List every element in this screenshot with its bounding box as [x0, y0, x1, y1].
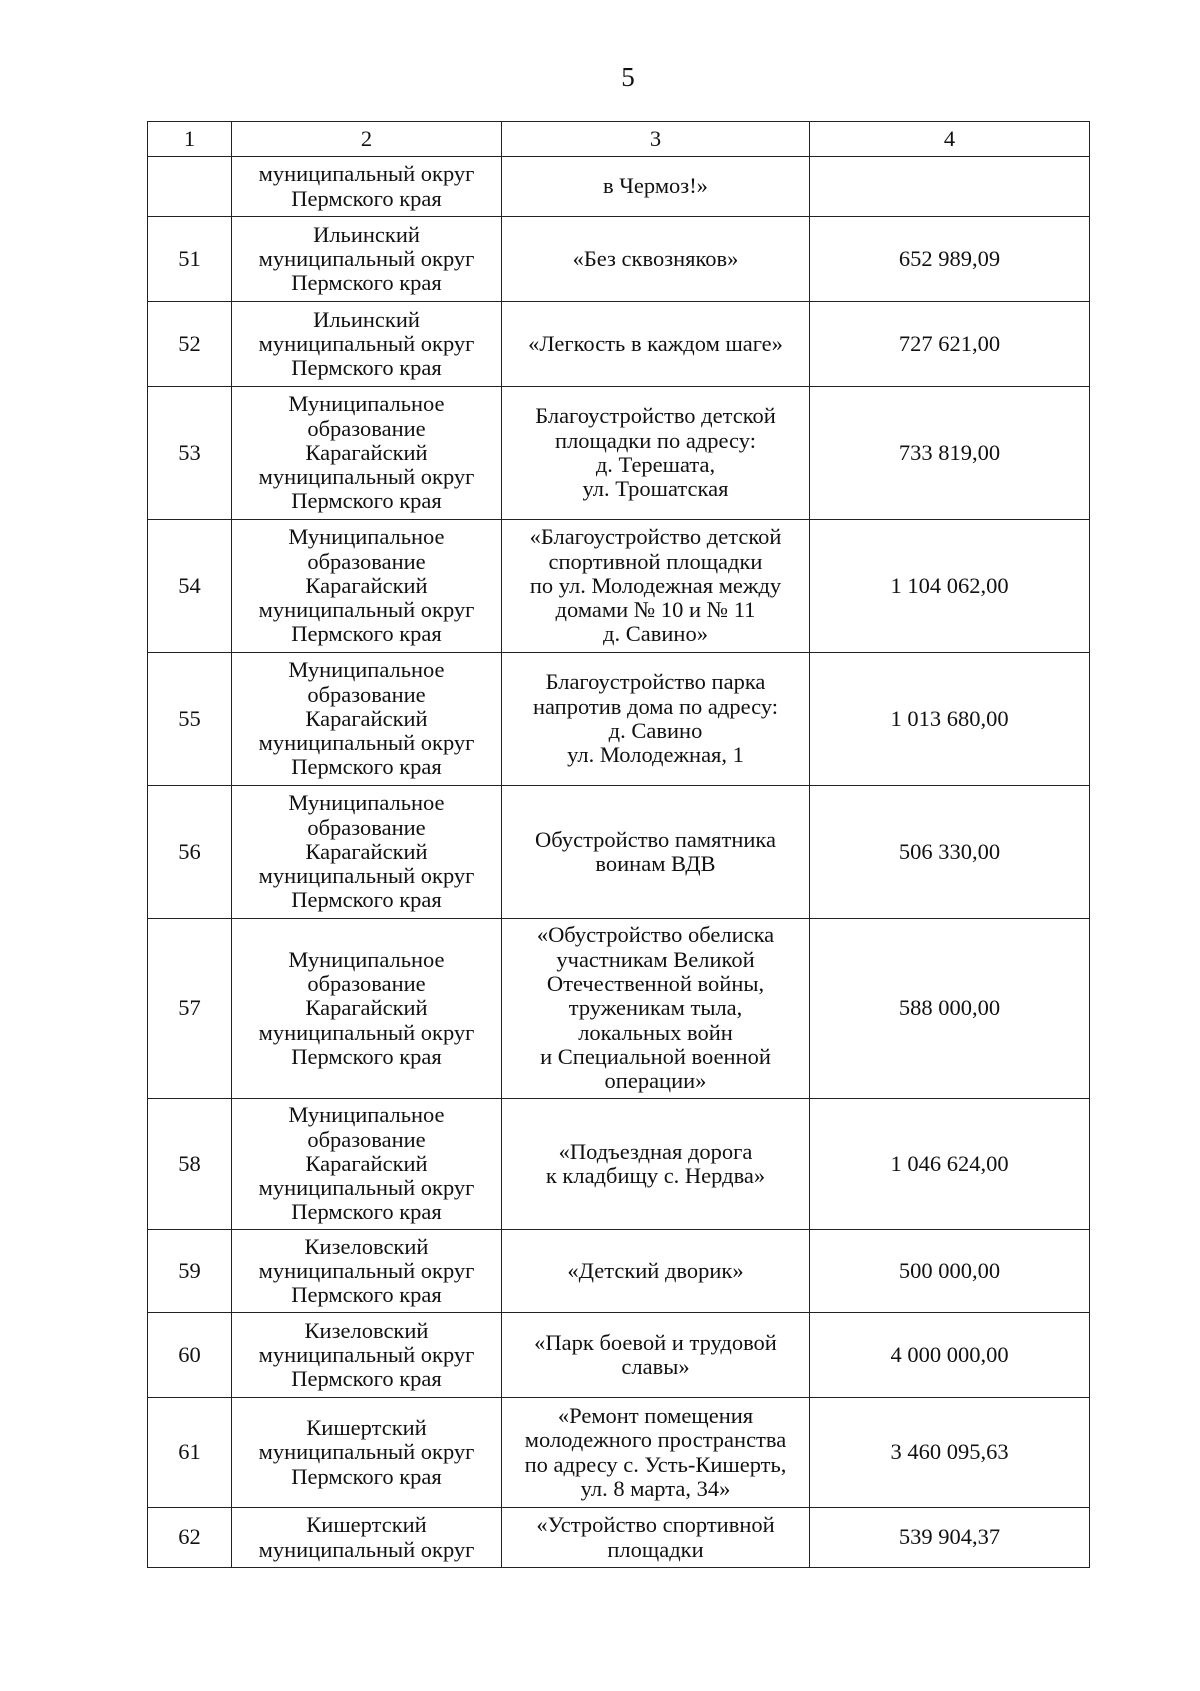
- amount-cell: 506 330,00: [810, 786, 1090, 919]
- amount-cell: 1 013 680,00: [810, 653, 1090, 786]
- project-cell: «Обустройство обелиска участникам Великой Отечественной войны, труженикам тыла, локальных войн и Специальной военной операции»: [502, 919, 810, 1099]
- project-cell: «Подъездная дорога к кладбищу с. Нердва»: [502, 1099, 810, 1230]
- municipality-cell: Ильинский муниципальный округ Пермского края: [232, 302, 502, 387]
- municipality-cell: Муниципальное образование Карагайский муниципальный округ Пермского края: [232, 786, 502, 919]
- row-number-cell: 59: [148, 1230, 232, 1313]
- row-number-cell: 60: [148, 1313, 232, 1398]
- municipality-cell: Кизеловский муниципальный округ Пермского края: [232, 1313, 502, 1398]
- amount-cell: 588 000,00: [810, 919, 1090, 1099]
- municipality-cell: Кишертский муниципальный округ Пермского края: [232, 1398, 502, 1508]
- table-row: [148, 520, 1090, 653]
- row-number-cell: 51: [148, 217, 232, 302]
- table-row: [148, 1313, 1090, 1398]
- municipality-cell: Муниципальное образование Карагайский муниципальный округ Пермского края: [232, 520, 502, 653]
- project-cell: «Парк боевой и трудовой славы»: [502, 1313, 810, 1398]
- municipality-cell: Муниципальное образование Карагайский муниципальный округ Пермского края: [232, 919, 502, 1099]
- amount-cell: 4 000 000,00: [810, 1313, 1090, 1398]
- municipality-cell: Кишертский муниципальный округ: [232, 1508, 502, 1568]
- municipality-cell: Ильинский муниципальный округ Пермского края: [232, 217, 502, 302]
- column-header: 1: [148, 122, 232, 157]
- row-number-cell: 56: [148, 786, 232, 919]
- amount-cell: 733 819,00: [810, 387, 1090, 520]
- amount-cell: 3 460 095,63: [810, 1398, 1090, 1508]
- municipality-cell: Кизеловский муниципальный округ Пермского края: [232, 1230, 502, 1313]
- row-number-cell: 52: [148, 302, 232, 387]
- project-cell: «Устройство спортивной площадки: [502, 1508, 810, 1568]
- project-cell: «Благоустройство детской спортивной площадки по ул. Молодежная между домами № 10 и № 11 д. Савино»: [502, 520, 810, 653]
- row-number-cell: 61: [148, 1398, 232, 1508]
- table-row: [148, 387, 1090, 520]
- amount-cell: 652 989,09: [810, 217, 1090, 302]
- project-cell: Благоустройство парка напротив дома по адресу: д. Савино ул. Молодежная, 1: [502, 653, 810, 786]
- project-cell: в Чермоз!»: [502, 157, 810, 217]
- project-cell: «Детский дворик»: [502, 1230, 810, 1313]
- table-row: [148, 919, 1090, 1099]
- table-row: [148, 157, 1090, 217]
- table-row: [148, 1230, 1090, 1313]
- table-row: [148, 1508, 1090, 1568]
- table-row: [148, 653, 1090, 786]
- project-cell: «Без сквозняков»: [502, 217, 810, 302]
- amount-cell: 727 621,00: [810, 302, 1090, 387]
- column-header: 4: [810, 122, 1090, 157]
- project-cell: «Ремонт помещения молодежного пространства по адресу с. Усть-Кишерть, ул. 8 марта, 34»: [502, 1398, 810, 1508]
- row-number-cell: 53: [148, 387, 232, 520]
- amount-cell: [810, 157, 1090, 217]
- municipality-cell: Муниципальное образование Карагайский муниципальный округ Пермского края: [232, 1099, 502, 1230]
- table-row: [148, 1099, 1090, 1230]
- table-row: [148, 1398, 1090, 1508]
- row-number-cell: 54: [148, 520, 232, 653]
- municipality-cell: Муниципальное образование Карагайский муниципальный округ Пермского края: [232, 653, 502, 786]
- amount-cell: 539 904,37: [810, 1508, 1090, 1568]
- page-number: 5: [621, 62, 635, 92]
- municipality-cell: Муниципальное образование Карагайский муниципальный округ Пермского края: [232, 387, 502, 520]
- row-number-cell: 55: [148, 653, 232, 786]
- column-header: 3: [502, 122, 810, 157]
- row-number-cell: 62: [148, 1508, 232, 1568]
- table-row: [148, 217, 1090, 302]
- table-header-row: [148, 122, 1090, 157]
- project-cell: «Легкость в каждом шаге»: [502, 302, 810, 387]
- row-number-cell: 57: [148, 919, 232, 1099]
- municipality-cell: муниципальный округ Пермского края: [232, 157, 502, 217]
- row-number-cell: 58: [148, 1099, 232, 1230]
- amount-cell: 1 046 624,00: [810, 1099, 1090, 1230]
- column-header: 2: [232, 122, 502, 157]
- amount-cell: 1 104 062,00: [810, 520, 1090, 653]
- amount-cell: 500 000,00: [810, 1230, 1090, 1313]
- row-number-cell: [148, 157, 232, 217]
- projects-table: [147, 121, 1090, 1568]
- table-row: [148, 786, 1090, 919]
- project-cell: Обустройство памятника воинам ВДВ: [502, 786, 810, 919]
- table-row: [148, 302, 1090, 387]
- project-cell: Благоустройство детской площадки по адресу: д. Терешата, ул. Трошатская: [502, 387, 810, 520]
